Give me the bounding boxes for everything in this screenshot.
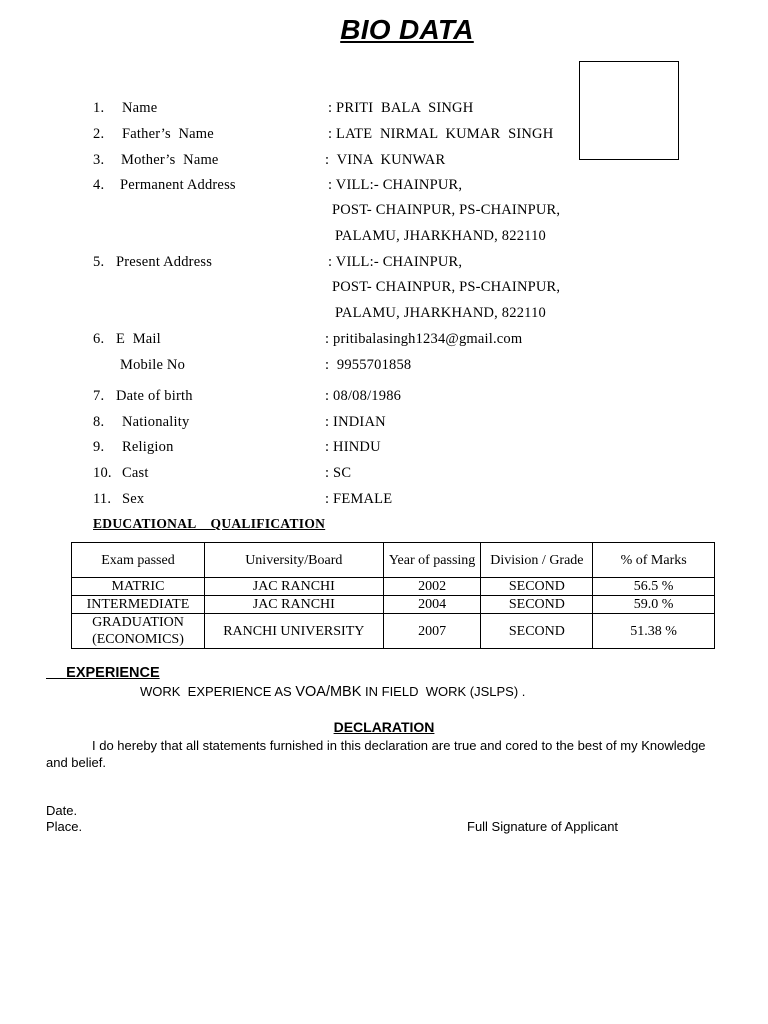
declaration-text: I do hereby that all statements furnished in this declaration are true and cored to the best of my Knowledge and belief. [46, 738, 706, 770]
header-exam-passed: Exam passed [72, 543, 205, 578]
experience-prefix: WORK EXPERIENCE AS [140, 684, 296, 699]
field-value: : FEMALE [325, 491, 393, 507]
field-label: Date of birth [116, 388, 193, 404]
field-number: 11. [93, 491, 112, 507]
field-number: 8. [93, 414, 105, 430]
field-number: 6. [93, 331, 105, 347]
field-number: 4. [93, 177, 105, 193]
header-percent-marks: % of Marks [593, 543, 715, 578]
field-value: : pritibalasingh1234@gmail.com [325, 331, 523, 347]
field-value: : 9955701858 [325, 357, 412, 373]
header-division-grade: Division / Grade [481, 543, 593, 578]
field-number: 5. [93, 254, 105, 270]
field-label: Mother’s Name [121, 152, 219, 168]
field-value: POST- CHAINPUR, PS-CHAINPUR, [332, 279, 561, 295]
field-label: E Mail [116, 331, 161, 347]
field-label: Present Address [116, 254, 213, 270]
field-value: : VILL:- CHAINPUR, [328, 177, 463, 193]
cell-board: RANCHI UNIVERSITY [204, 614, 383, 649]
date-label: Date. [46, 803, 78, 818]
cell-exam: INTERMEDIATE [72, 596, 205, 614]
cell-year: 2002 [383, 578, 481, 596]
table-row [72, 596, 715, 614]
cell-marks: 56.5 % [593, 578, 715, 596]
header-university-board: University/Board [204, 543, 383, 578]
field-label: Permanent Address [120, 177, 236, 193]
cell-marks: 59.0 % [593, 596, 715, 614]
field-label: Name [122, 100, 158, 116]
field-value: PALAMU, JHARKHAND, 822110 [335, 305, 546, 321]
field-number: 3. [93, 152, 105, 168]
field-label: Religion [122, 439, 174, 455]
field-label: Nationality [122, 414, 190, 430]
cell-exam: MATRIC [72, 578, 205, 596]
field-label: Sex [122, 491, 145, 507]
field-value: PALAMU, JHARKHAND, 822110 [335, 228, 546, 244]
cell-division: SECOND [481, 578, 593, 596]
field-value: : 08/08/1986 [325, 388, 402, 404]
field-value: : VINA KUNWAR [325, 152, 446, 168]
field-value: : LATE NIRMAL KUMAR SINGH [328, 126, 554, 142]
field-number: 2. [93, 126, 105, 142]
cell-board: JAC RANCHI [204, 578, 383, 596]
header-year-of-passing: Year of passing [383, 543, 481, 578]
field-number: 10. [93, 465, 112, 481]
declaration-heading: DECLARATION [333, 719, 435, 735]
experience-heading [46, 665, 160, 681]
signature-label: Full Signature of Applicant [467, 819, 619, 834]
field-label: Father’s Name [122, 126, 214, 142]
place-label: Place. [46, 819, 83, 834]
experience-suffix: IN FIELD WORK (JSLPS) . [361, 684, 526, 699]
field-value: : HINDU [325, 439, 381, 455]
cell-marks: 51.38 % [593, 614, 715, 649]
field-value: : INDIAN [325, 414, 386, 430]
cell-year: 2007 [383, 614, 481, 649]
experience-line [140, 684, 525, 700]
cell-board: JAC RANCHI [204, 596, 383, 614]
education-heading: EDUCATIONAL QUALIFICATION [93, 516, 326, 531]
field-number: 9. [93, 439, 105, 455]
table-header-row [72, 543, 715, 578]
field-label: Cast [122, 465, 149, 481]
cell-division: SECOND [481, 614, 593, 649]
field-value: POST- CHAINPUR, PS-CHAINPUR, [332, 202, 561, 218]
field-value: : VILL:- CHAINPUR, [328, 254, 463, 270]
field-value: : SC [325, 465, 352, 481]
experience-heading-text: EXPERIENCE [66, 665, 160, 681]
table-row [72, 578, 715, 596]
field-number: 1. [93, 100, 105, 116]
photo-box [579, 61, 679, 160]
cell-exam: GRADUATION (ECONOMICS) [72, 614, 205, 649]
field-label: Mobile No [120, 357, 186, 373]
field-number: 7. [93, 388, 105, 404]
cell-division: SECOND [481, 596, 593, 614]
page-title: BIO DATA [340, 14, 474, 45]
cell-year: 2004 [383, 596, 481, 614]
education-table [71, 542, 715, 649]
field-value: : PRITI BALA SINGH [328, 100, 474, 116]
table-row [72, 614, 715, 649]
experience-role: VOA/MBK [295, 684, 362, 700]
